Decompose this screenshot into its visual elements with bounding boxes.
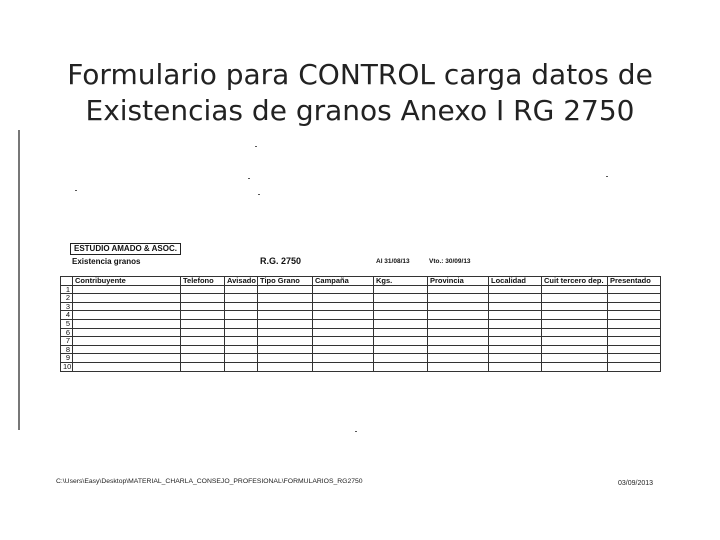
table-cell: [73, 345, 181, 354]
table-cell: [73, 285, 181, 294]
rg-label: R.G. 2750: [260, 256, 302, 266]
table-row: [61, 311, 661, 320]
table-cell: [608, 294, 661, 303]
row-number: 8: [61, 345, 73, 354]
table-cell: [489, 337, 542, 346]
table-cell: [258, 319, 313, 328]
table-cell: [258, 285, 313, 294]
table-cell: [313, 311, 374, 320]
column-header: Tipo Grano: [258, 277, 313, 286]
table-cell: [428, 302, 489, 311]
table-cell: [542, 285, 608, 294]
scan-speck: [75, 190, 77, 191]
table-row: [61, 362, 661, 371]
table-cell: [258, 354, 313, 363]
table-cell: [73, 354, 181, 363]
scan-speck: [248, 178, 250, 179]
column-header: Contribuyente: [73, 277, 181, 286]
table-cell: [225, 328, 258, 337]
table-cell: [489, 354, 542, 363]
table-cell: [73, 328, 181, 337]
table-row: [61, 354, 661, 363]
slide-title-line-1: Formulario para CONTROL carga datos de: [67, 57, 653, 91]
scan-speck: [258, 194, 260, 195]
table-cell: [374, 328, 428, 337]
print-date: 03/09/2013: [618, 480, 654, 487]
table-cell: [428, 362, 489, 371]
table-cell: [181, 345, 225, 354]
scan-speck: [606, 176, 608, 177]
column-header: Provincia: [428, 277, 489, 286]
table-cell: [374, 302, 428, 311]
table-cell: [181, 362, 225, 371]
al-date: Al 31/08/13: [376, 258, 410, 265]
row-number: 4: [61, 311, 73, 320]
table-cell: [374, 362, 428, 371]
table-cell: [608, 285, 661, 294]
slide-title-line-2: Existencias de granos Anexo I RG 2750: [85, 93, 635, 127]
table-cell: [608, 354, 661, 363]
table-cell: [225, 285, 258, 294]
table-cell: [313, 328, 374, 337]
table-cell: [181, 294, 225, 303]
table-cell: [181, 328, 225, 337]
table-cell: [542, 294, 608, 303]
table-row: [61, 328, 661, 337]
table-cell: [374, 337, 428, 346]
table-cell: [73, 311, 181, 320]
table-cell: [258, 345, 313, 354]
table-cell: [374, 319, 428, 328]
slide-title: [40, 57, 680, 129]
table-cell: [542, 328, 608, 337]
table-cell: [258, 328, 313, 337]
table-cell: [428, 337, 489, 346]
table-cell: [489, 285, 542, 294]
row-number: 2: [61, 294, 73, 303]
table-cell: [542, 319, 608, 328]
table-cell: [489, 319, 542, 328]
table-cell: [181, 302, 225, 311]
table-cell: [258, 294, 313, 303]
row-number: 7: [61, 337, 73, 346]
table-cell: [542, 354, 608, 363]
table-cell: [73, 337, 181, 346]
table-cell: [313, 362, 374, 371]
table-cell: [489, 302, 542, 311]
table-cell: [608, 311, 661, 320]
table-cell: [542, 362, 608, 371]
row-number: 5: [61, 319, 73, 328]
table-cell: [258, 337, 313, 346]
table-header-row: [61, 277, 661, 286]
table-cell: [542, 345, 608, 354]
table-cell: [608, 328, 661, 337]
table-cell: [428, 285, 489, 294]
table-cell: [225, 294, 258, 303]
table-cell: [73, 362, 181, 371]
column-header: Localidad: [489, 277, 542, 286]
table-cell: [428, 311, 489, 320]
table-cell: [181, 337, 225, 346]
table-cell: [313, 285, 374, 294]
table-cell: [608, 362, 661, 371]
row-number: 10: [61, 362, 73, 371]
table-body: [61, 285, 661, 371]
table-row: [61, 302, 661, 311]
table-cell: [258, 362, 313, 371]
table-cell: [428, 345, 489, 354]
table-cell: [374, 294, 428, 303]
column-header: Campaña: [313, 277, 374, 286]
table-cell: [489, 311, 542, 320]
table-cell: [542, 311, 608, 320]
table-cell: [225, 302, 258, 311]
table-cell: [181, 354, 225, 363]
column-header: Telefono: [181, 277, 225, 286]
table-cell: [374, 354, 428, 363]
table-cell: [428, 319, 489, 328]
row-number: 3: [61, 302, 73, 311]
table-cell: [608, 319, 661, 328]
table-cell: [313, 294, 374, 303]
table-cell: [73, 302, 181, 311]
table-cell: [313, 354, 374, 363]
vto-date: Vto.: 30/09/13: [429, 258, 471, 265]
file-path: C:\Users\Easy\Desktop\MATERIAL_CHARLA_CONSEJO_PROFESIONAL\FORMULARIOS_RG2750: [56, 478, 363, 485]
table-cell: [313, 302, 374, 311]
table-row: [61, 345, 661, 354]
table-cell: [608, 302, 661, 311]
table-row: [61, 294, 661, 303]
table-cell: [225, 345, 258, 354]
table-cell: [181, 285, 225, 294]
table-cell: [489, 345, 542, 354]
table-cell: [374, 345, 428, 354]
column-header: Cuit tercero dep.: [542, 277, 608, 286]
table-cell: [374, 311, 428, 320]
table-row: [61, 285, 661, 294]
firm-name: ESTUDIO AMADO & ASOC.: [70, 243, 181, 255]
column-header: Presentado: [608, 277, 661, 286]
table-cell: [225, 311, 258, 320]
table-cell: [181, 319, 225, 328]
table-cell: [313, 337, 374, 346]
table-cell: [428, 354, 489, 363]
table-cell: [428, 294, 489, 303]
table-cell: [225, 362, 258, 371]
table-cell: [489, 294, 542, 303]
table-cell: [258, 302, 313, 311]
table-cell: [542, 337, 608, 346]
table-cell: [608, 345, 661, 354]
column-header: Avisado: [225, 277, 258, 286]
table-row: [61, 337, 661, 346]
row-number: 9: [61, 354, 73, 363]
table-cell: [489, 362, 542, 371]
table-cell: [608, 337, 661, 346]
row-number: 1: [61, 285, 73, 294]
table-cell: [225, 319, 258, 328]
row-number: 6: [61, 328, 73, 337]
table-cell: [73, 294, 181, 303]
form-subtitle: Existencia granos: [72, 257, 141, 266]
table-cell: [225, 354, 258, 363]
table-cell: [313, 345, 374, 354]
row-number-header: [61, 277, 73, 286]
table-cell: [542, 302, 608, 311]
table-cell: [258, 311, 313, 320]
table-cell: [489, 328, 542, 337]
table-cell: [73, 319, 181, 328]
table-cell: [428, 328, 489, 337]
scan-left-edge: [18, 130, 20, 430]
stock-table: [60, 276, 661, 372]
column-header: Kgs.: [374, 277, 428, 286]
table-cell: [374, 285, 428, 294]
table-cell: [313, 319, 374, 328]
table-row: [61, 319, 661, 328]
scan-speck: [255, 146, 257, 147]
table-cell: [181, 311, 225, 320]
scan-speck: [355, 431, 357, 432]
table-cell: [225, 337, 258, 346]
